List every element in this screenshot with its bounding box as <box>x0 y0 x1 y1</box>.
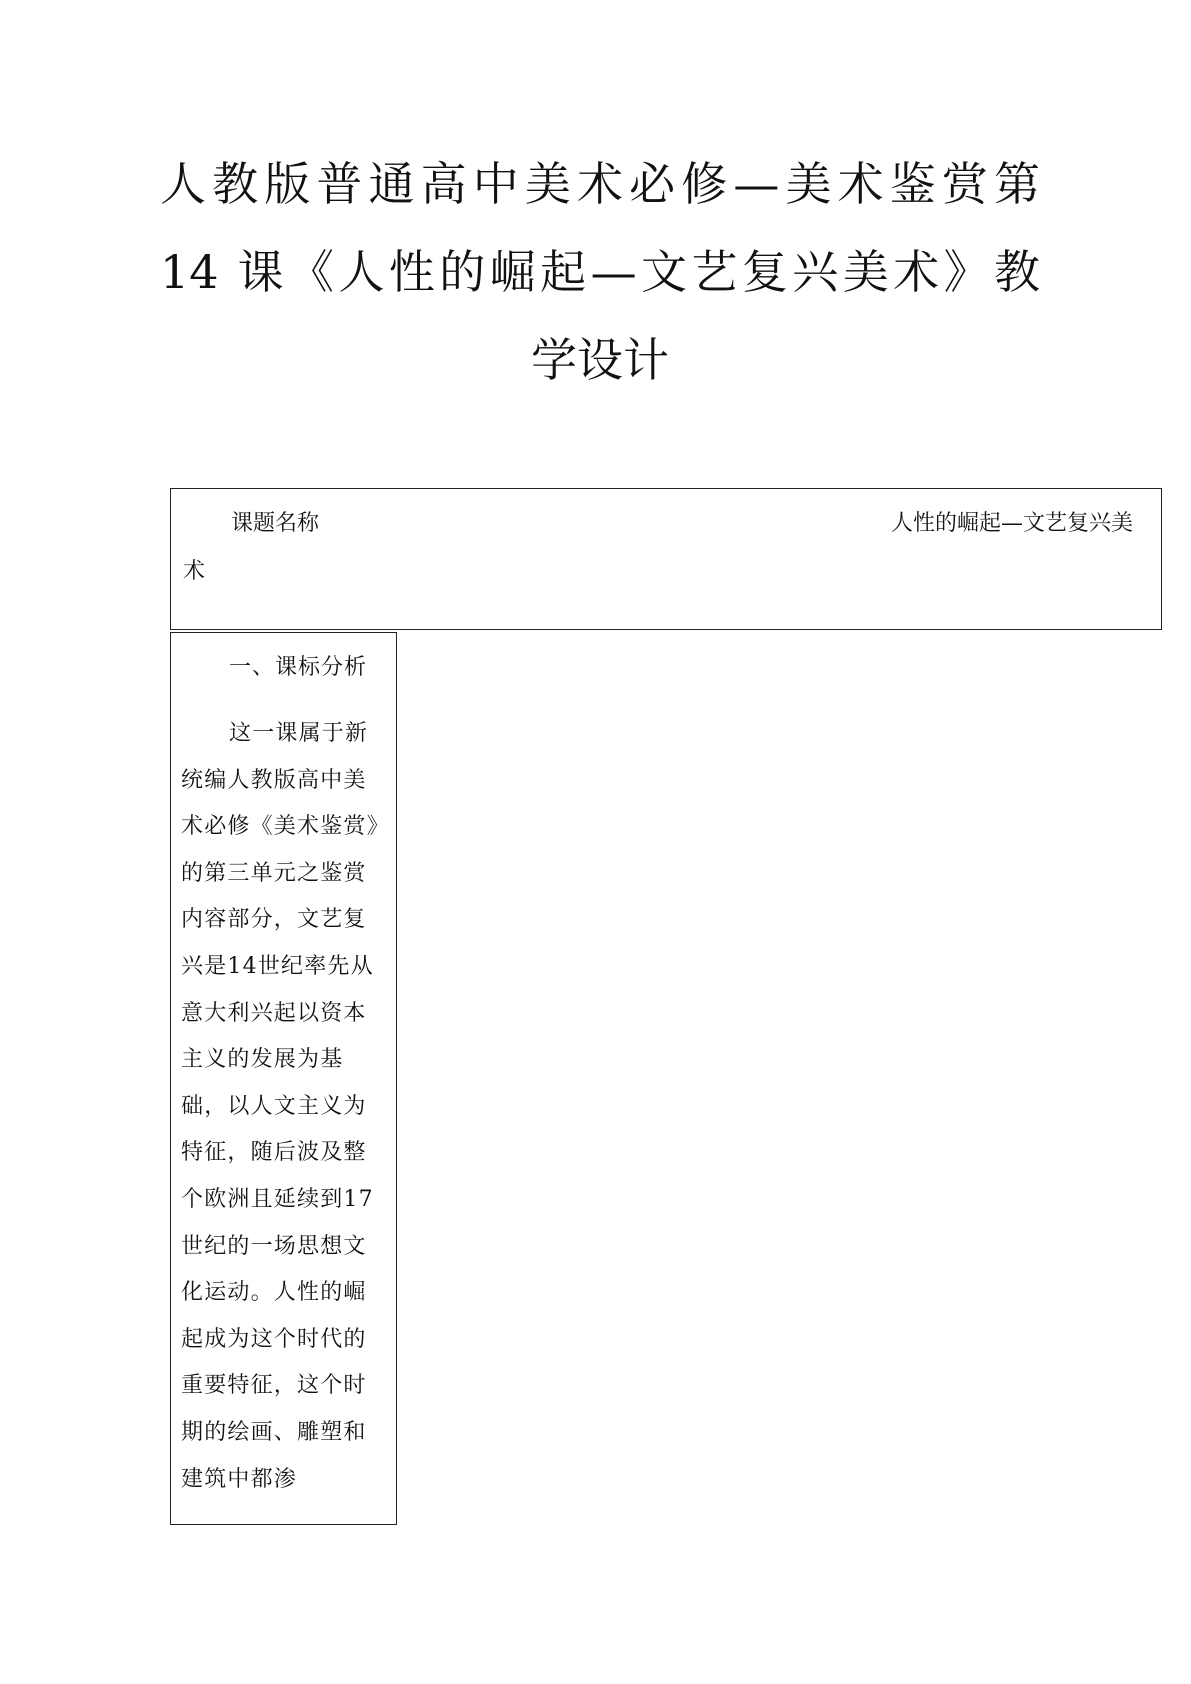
section-heading: 一、课标分析 <box>229 655 368 680</box>
title-line-3: 学设计 <box>531 333 669 387</box>
lesson-name-row <box>170 488 1162 630</box>
title-line-2: 14 课《人性的崛起—文艺复兴美术》教 <box>160 245 1040 299</box>
curriculum-analysis-cell <box>170 632 397 1525</box>
section-body-text: 这一课属于新统编人教版高中美术必修《美术鉴赏》的第三单元之鉴赏内容部分，文艺复兴是14世纪率先从意大利兴起以资本主义的发展为基础，以人文主义为特征，随后波及整个欧洲且延续到17世纪的一场思想文化运动。人性的崛起成为这个时代的重要特征，这个时期的绘画、雕塑和建筑中都渗 <box>181 721 379 1492</box>
title-line-1: 人教版普通高中美术必修—美术鉴赏第 <box>160 157 1040 211</box>
document-title <box>160 140 1040 404</box>
lesson-name-value-wrap: 术 <box>183 559 206 584</box>
lesson-name-label: 课题名称 <box>231 511 320 536</box>
lesson-name-value: 人性的崛起—文艺复兴美 <box>890 511 1133 536</box>
